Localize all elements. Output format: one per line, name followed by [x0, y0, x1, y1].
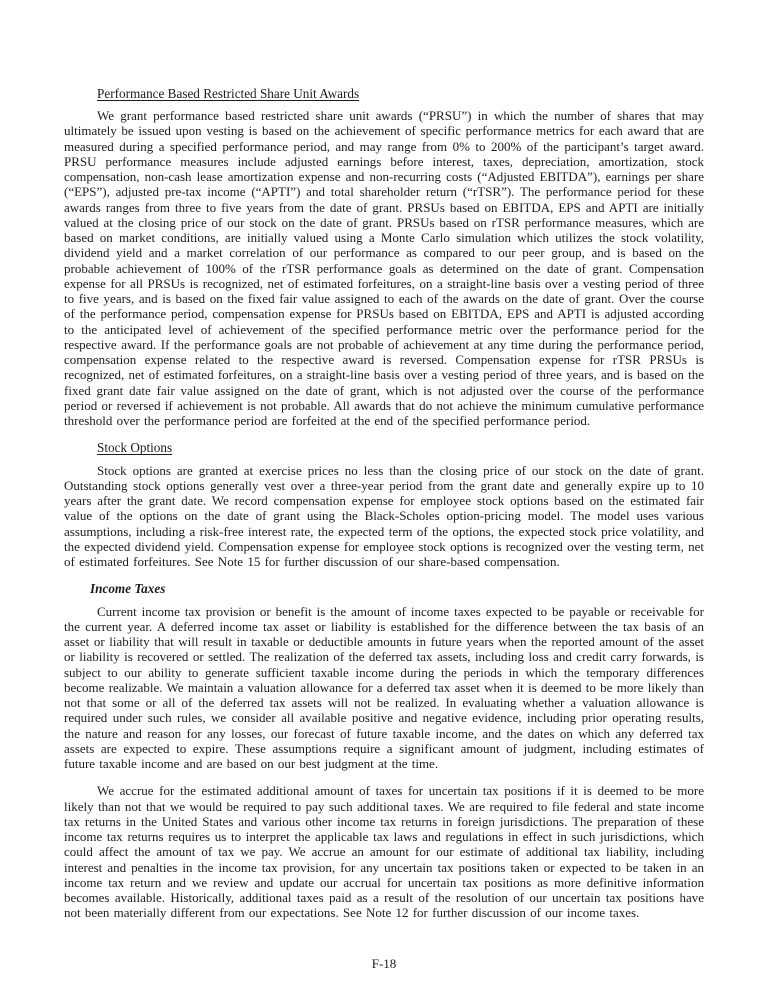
section-heading-performance-based-rsu-awards: Performance Based Restricted Share Unit Awards: [97, 86, 360, 101]
paragraph-prsu: We grant performance based restricted share unit awards (“PRSU”) in which the number of shares that may ultimately be issued upon vesting is based on the achievement of specific performance metrics for each award that are measured during a specified performance period, and may range from 0% to 200% of the participant’s target award. PRSU performance measures include adjusted earnings before interest, taxes, depreciation, amortization, stock compensation, non-cash lease amortization expense and non-recurring costs (“Adjusted EBITDA”), earnings per share (“EPS”), adjusted pre-tax income (“APTI”) and total shareholder return (“rTSR”). The performance period for these awards ranges from three to five years from the date of grant. PRSUs based on EBITDA, EPS and APTI are initially valued at the closing price of our stock on the date of grant. PRSUs based on rTSR performance measures, which are based on market conditions, are initially valued using a Monte Carlo simulation which utilizes the stock volatility, dividend yield and a market correlation of our performance as compared to our peer group, and is based on the probable achievement of 100% of the rTSR performance goals as determined on the date of grant. Compensation expense for all PRSUs is recognized, net of estimated forfeitures, on a straight-line basis over a vesting period of three to five years, and is based on the fixed fair value assigned to each of the awards on the date of grant. Over the course of the performance period, compensation expense for PRSUs based on EBITDA, EPS and APTI is adjusted according to the anticipated level of achievement of the specified performance metric over the performance period for the respective award. If the performance goals are not probable of achievement at any time during the performance period, compensation expense related to the respective award is reversed. Compensation expense for rTSR PRSUs is recognized, net of estimated forfeitures, on a straight-line basis over a vesting period of three years, and is based on the fixed grant date fair value assigned on the date of grant, which is not adjusted over the course of the performance period or reversed if achievement is not probable. All awards that do not achieve the minimum cumulative performance threshold over the performance period are forfeited at the end of the specified performance period.: [64, 108, 704, 429]
paragraph-stock-options: Stock options are granted at exercise prices no less than the closing price of our stock on the date of grant. Outstanding stock options generally vest over a three-year period from the grant date and generally expire up to 10 years after the grant date. We record compensation expense for employee stock options based on the estimated fair value of the options on the date of grant using the Black-Scholes option-pricing model. The model uses various assumptions, including a risk-free interest rate, the expected term of the options, the expected stock price volatility, and the expected dividend yield. Compensation expense for employee stock options is recognized over the vesting term, net of estimated forfeitures. See Note 15 for further discussion of our share-based compensation.: [64, 462, 704, 570]
section-heading-income-taxes: Income Taxes: [90, 581, 166, 597]
paragraph-income-taxes-2: We accrue for the estimated additional amount of taxes for uncertain tax positions if it is deemed to be more likely than not that we would be required to pay such additional taxes. We are required to file federal and state income tax returns in the United States and various other income tax returns in foreign jurisdictions. The preparation of these income tax returns requires us to interpret the applicable tax laws and regulations in effect in such jurisdictions, which could affect the amount of tax we pay. We accrue an amount for our estimate of additional tax liability, including interest and penalties in the income tax provision, for any uncertain tax positions taken or expected to be taken in an income tax return and we review and update our accrual for uncertain tax positions as more definitive information becomes available. Historically, additional taxes paid as a result of the resolution of our uncertain tax positions have not been materially different from our expectations. See Note 12 for further discussion of our income taxes.: [64, 783, 704, 921]
page-number: F-18: [371, 956, 397, 971]
section-heading-stock-options: Stock Options: [97, 440, 173, 456]
document-content: [64, 86, 704, 933]
paragraph-income-taxes-1: Current income tax provision or benefit is the amount of income taxes expected to be payable or receivable for the current year. A deferred income tax asset or liability is established for the difference between the tax basis of an asset or liability that will result in taxable or deductible amounts in future years when the reported amount of the asset or liability is recovered or settled. The realization of the deferred tax assets, including loss and credit carry forwards, is subject to our ability to generate sufficient taxable income during the periods in which the temporary differences become realizable. We maintain a valuation allowance for a deferred tax asset when it is deemed to be more likely than not that some or all of the deferred tax assets will not be realized. In evaluating whether a valuation allowance is required under such rules, we consider all available positive and negative evidence, including prior operating results, the nature and reason for any losses, our forecast of future taxable income, and the dates on which any deferred tax assets are expected to expire. These assumptions require a significant amount of judgment, including estimates of future taxable income and are based on our best judgment at the time.: [64, 603, 704, 772]
